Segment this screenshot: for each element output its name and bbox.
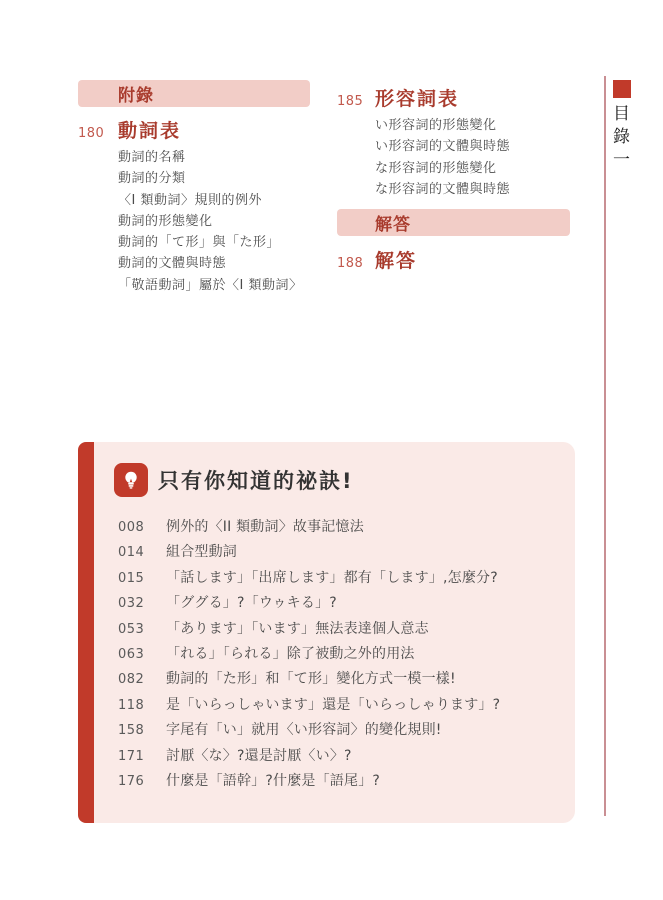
tip-page-number: 171 (118, 748, 145, 764)
toc-entry: 動詞的「て形」與「た形」 (118, 235, 281, 251)
tip-page-number: 015 (118, 570, 145, 586)
tip-page-number: 063 (118, 646, 145, 662)
tip-row (118, 643, 558, 668)
verb-table-subitems (118, 147, 302, 296)
tips-title: 只有你知道的祕訣! (158, 469, 354, 493)
tip-text: 例外的〈II 類動詞〉故事記憶法 (166, 519, 364, 535)
section-title: 形容詞表 (375, 88, 460, 110)
tip-page-number: 053 (118, 621, 145, 637)
tip-row (118, 770, 558, 795)
toc-entry: 動詞的文體與時態 (118, 256, 227, 272)
appendix-banner (78, 80, 310, 107)
tips-box (78, 442, 575, 823)
page-number: 180 (78, 126, 105, 141)
tip-row (118, 745, 558, 770)
tip-text: 「話します」「出席します」都有「します」,怎麼分? (166, 569, 498, 586)
toc-entry: な形容詞的文體與時態 (375, 181, 511, 197)
tips-list (118, 516, 558, 795)
tip-text: 「れる」「られる」除了被動之外的用法 (166, 645, 415, 662)
lightbulb-icon (114, 463, 148, 497)
tip-row (118, 668, 558, 693)
tip-page-number: 118 (118, 697, 145, 713)
toc-entry: い形容詞的文體與時態 (375, 139, 511, 155)
tip-text: 「あります」「います」無法表達個人意志 (166, 620, 429, 637)
section-adjective-table (337, 84, 459, 111)
toc-entry: 動詞的形態變化 (118, 213, 213, 229)
sidebar-red-square (613, 80, 631, 98)
tip-page-number: 176 (118, 773, 145, 789)
toc-entry: 動詞的分類 (118, 171, 186, 187)
tip-text: 什麼是「語幹」?什麼是「語尾」? (166, 772, 381, 789)
toc-entry: い形容詞的形態變化 (375, 118, 497, 133)
tip-row (118, 541, 558, 566)
tip-row (118, 719, 558, 744)
tip-row (118, 694, 558, 719)
section-answers (337, 246, 417, 273)
adjective-table-subitems (375, 115, 510, 200)
tip-page-number: 082 (118, 672, 145, 688)
tip-page-number: 032 (118, 596, 145, 612)
tip-text: 討厭〈な〉?還是討厭〈い〉? (166, 747, 352, 764)
tip-row (118, 516, 558, 541)
section-title: 動詞表 (118, 120, 182, 142)
tip-row (118, 567, 558, 592)
tip-text: 字尾有「い」就用〈い形容詞〉的變化規則! (166, 722, 442, 739)
answers-banner-label: 解答 (375, 215, 411, 235)
tip-row (118, 618, 558, 643)
page-number: 188 (337, 256, 364, 271)
sidebar-chapter-label: 目錄一 (609, 104, 629, 173)
tip-text: 「ググる」?「ウゥキる」? (166, 595, 337, 612)
toc-entry: 〈I 類動詞〉規則的例外 (118, 192, 262, 208)
toc-entry: な形容詞的形態變化 (375, 160, 497, 176)
tip-row (118, 592, 558, 617)
tips-box-accent-bar (78, 442, 94, 823)
tip-page-number: 014 (118, 545, 145, 561)
tip-text: 是「いらっしゃいます」還是「いらっしゃります」? (166, 696, 501, 713)
answers-banner (337, 209, 570, 236)
tip-page-number: 008 (118, 520, 145, 535)
section-verb-table (78, 116, 181, 143)
appendix-banner-label: 附錄 (118, 86, 154, 106)
tip-page-number: 158 (118, 723, 145, 739)
sidebar-rule (604, 76, 606, 816)
tips-header (114, 463, 354, 497)
page-number: 185 (337, 94, 364, 109)
toc-entry: 動詞的名稱 (118, 150, 186, 165)
toc-entry: 「敬語動詞」屬於〈I 類動詞〉 (118, 277, 303, 293)
section-title: 解答 (375, 250, 418, 272)
tip-text: 組合型動詞 (166, 544, 237, 561)
tip-text: 動詞的「た形」和「て形」變化方式一模一樣! (166, 671, 456, 688)
